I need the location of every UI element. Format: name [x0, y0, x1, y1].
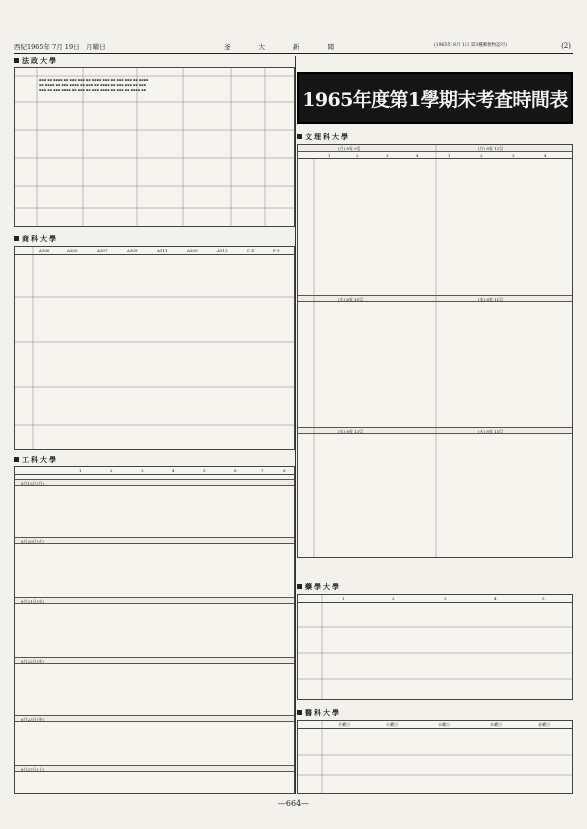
section-heading-law: 法政大學: [14, 56, 58, 66]
liberal-period: 4: [416, 153, 419, 158]
engineering-day-subheading: [15, 537, 294, 544]
medicine-grid: [298, 721, 573, 794]
right-column: [297, 56, 573, 794]
day-label: (月) 8월 12일: [478, 146, 504, 151]
left-column: [14, 56, 295, 794]
medicine-day: 木曜日: [490, 722, 502, 727]
day-label: 8月22日(木): [21, 659, 44, 664]
medicine-day: 水曜日: [438, 722, 450, 727]
masthead-issue-note: (1965年 8月 1日 第3種郵便物認可): [434, 43, 507, 48]
section-heading-commerce: 商科大學: [14, 234, 58, 244]
engineering-day-subheading: [15, 657, 294, 664]
law-timetable: [14, 67, 295, 227]
engineering-day-subheading: [15, 597, 294, 604]
column-divider: [295, 56, 296, 794]
masthead-page-number: (2): [561, 42, 571, 50]
liberal-period: 2: [356, 153, 359, 158]
day-label: 8月23日(金): [21, 717, 44, 722]
engineering-day-subheading: [15, 765, 294, 772]
section-heading-engineering: 工科大學: [14, 455, 58, 465]
engineering-period: 4: [172, 468, 175, 473]
medicine-day: 月曜日: [338, 722, 350, 727]
engineering-period: 8: [283, 468, 286, 473]
medicine-timetable: [297, 720, 573, 794]
exam-schedule-title-banner: [297, 72, 573, 124]
engineering-day-subheading: [15, 715, 294, 722]
day-label: (月) 8월 9일: [338, 146, 361, 151]
masthead: [14, 40, 573, 54]
commerce-room: A309: [127, 248, 138, 253]
section-heading-liberal-arts-science: 文理科大學: [297, 132, 350, 142]
pharmacy-period: 1: [342, 596, 345, 601]
day-label: 8月21日(水): [21, 599, 44, 604]
day-label: 8月15日(月): [21, 481, 44, 486]
day-label: (火) 8월 15일: [478, 429, 504, 434]
day-label: (火) 8월 10일: [338, 297, 364, 302]
engineering-period-header: [15, 467, 294, 475]
liberal-period: 1: [448, 153, 451, 158]
pharmacy-period: 5: [542, 596, 545, 601]
commerce-room: A305: [67, 248, 78, 253]
liberal-period: 3: [512, 153, 515, 158]
commerce-room: A307: [97, 248, 108, 253]
section-heading-pharmacy: 藥學大學: [297, 582, 341, 592]
masthead-date: 西紀1965年 7月 19日 月曜日: [14, 43, 106, 51]
section-heading-medicine: 醫科大學: [297, 708, 341, 718]
pharmacy-period: 3: [444, 596, 447, 601]
engineering-period: 1: [79, 468, 82, 473]
pharmacy-grid: [298, 595, 573, 700]
engineering-period: 7: [261, 468, 264, 473]
engineering-period: 6: [234, 468, 237, 473]
day-label: (木) 8월 11일: [478, 297, 504, 302]
engineering-timetable: [14, 466, 295, 794]
liberal-period: 4: [544, 153, 547, 158]
commerce-timetable: [14, 246, 295, 450]
commerce-room: A106: [39, 248, 50, 253]
day-label: (水) 8월 13일: [338, 429, 364, 434]
pharmacy-timetable: [297, 594, 573, 700]
commerce-room: A309: [187, 248, 198, 253]
commerce-room: A313: [217, 248, 228, 253]
commerce-room: F 5: [273, 248, 280, 253]
medicine-day: 火曜日: [386, 722, 398, 727]
engineering-day-subheading: [15, 479, 294, 486]
commerce-room: C 4: [247, 248, 254, 253]
page-footer-number: —664—: [277, 799, 310, 808]
day-label: 8月20日(火): [21, 539, 44, 544]
engineering-period: 3: [141, 468, 144, 473]
liberal-period: 1: [328, 153, 331, 158]
liberal-grid: [298, 145, 573, 558]
masthead-paper-name: 釜大新聞: [224, 43, 362, 51]
liberal-period: 3: [386, 153, 389, 158]
commerce-room: A311: [157, 248, 168, 253]
medicine-day: 金曜日: [538, 722, 550, 727]
page-title: 1965年度第1學期末考査時間表: [302, 88, 568, 111]
liberal-period: 2: [480, 153, 483, 158]
pharmacy-period: 2: [392, 596, 395, 601]
law-table-body: ▪▪▪ ▪▪ ▪▪▪▪ ▪▪ ▪▪▪ ▪▪▪ ▪▪ ▪▪▪▪ ▪▪▪ ▪▪ ▪▪▪ ▪▪▪ ▪▪ ▪▪▪▪ ▪▪ ▪▪▪▪ ▪▪ ▪▪▪ ▪▪▪▪ ▪▪ ▪▪▪ ▪▪ ▪▪▪▪ ▪▪ ▪▪▪ ▪▪▪ ▪▪ ▪▪▪ ▪▪▪ ▪▪ ▪▪▪ ▪▪▪▪ ▪▪ ▪▪▪ ▪▪ ▪▪▪ ▪▪▪▪ ▪▪ ▪▪▪ ▪▪ ▪▪▪▪ ▪▪: [39, 78, 149, 92]
day-label: 8月27日(土): [21, 767, 44, 772]
pharmacy-period: 4: [494, 596, 497, 601]
commerce-grid: [15, 247, 295, 450]
engineering-period: 5: [203, 468, 206, 473]
liberal-arts-timetable: [297, 144, 573, 558]
engineering-period: 2: [110, 468, 113, 473]
